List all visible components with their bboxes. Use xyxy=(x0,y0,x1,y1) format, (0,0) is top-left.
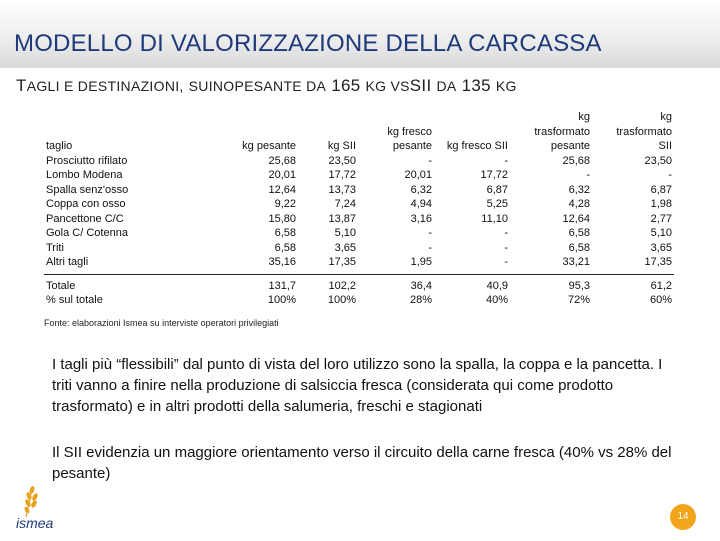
header-kg-fresco-sii: kg fresco SII xyxy=(446,140,508,152)
cell-value: 13,87 xyxy=(328,212,356,225)
cell-value: 25,68 xyxy=(562,154,590,167)
cell-value: 25,68 xyxy=(268,154,296,167)
cell-value: 33,21 xyxy=(562,256,590,268)
cell-value: - xyxy=(428,227,432,239)
cell-value: 6,58 xyxy=(274,241,296,254)
cell-value: 5,10 xyxy=(650,227,672,239)
cell-value: 1,98 xyxy=(650,198,672,210)
subtitle-part: T xyxy=(16,76,27,95)
table-row xyxy=(44,255,674,270)
cell-value: 4,94 xyxy=(410,198,432,210)
note-paragraph-2: Il SII evidenzia un maggiore orientamento verso il circuito della carne fresca (40% vs 28% del pesante) xyxy=(52,444,672,482)
header-line: pesante xyxy=(550,140,590,152)
header-line: SII xyxy=(658,140,672,152)
cell-value: 60% xyxy=(649,294,672,306)
note-paragraph-1: I tagli più “flessibili” dal punto di vista del loro utilizzo sono la spalla, la coppa e la pancetta. I triti vanno a finire nella produzione di salsiccia fresca (considerata qui come prodotto trasformato) e in altri prodotti della salumeria, freschi e stagionati xyxy=(52,356,663,415)
cell-value: 36,4 xyxy=(410,279,432,292)
header-taglio: taglio xyxy=(46,140,73,152)
cell-value: 35,16 xyxy=(268,256,296,268)
cell-value: 4,28 xyxy=(568,198,590,210)
cell-value: 6,32 xyxy=(568,183,590,196)
cell-value: 11,10 xyxy=(481,212,508,225)
cell-value: - xyxy=(428,241,432,254)
subtitle-part: SUINOPESANTE DA xyxy=(188,78,327,94)
cell-value: 40,9 xyxy=(486,279,508,292)
cell-value: 17,35 xyxy=(328,256,356,268)
cell-value: 102,2 xyxy=(328,279,356,292)
cell-value: 95,3 xyxy=(568,279,590,292)
cell-value: 100% xyxy=(267,294,296,306)
cell-value: 20,01 xyxy=(268,169,296,181)
cell-name: Pancettone C/C xyxy=(46,212,124,225)
cell-value: - xyxy=(504,154,508,167)
subtitle-part: 165 xyxy=(331,76,361,95)
table-percent-row xyxy=(44,293,674,308)
cell-value: 28% xyxy=(409,294,432,306)
cell-name: Gola C/ Cotenna xyxy=(46,227,128,239)
header-line: kg fresco xyxy=(387,125,432,138)
logo-text: ismea xyxy=(16,515,54,531)
cell-value: 7,24 xyxy=(334,198,356,210)
subtitle-part: DA xyxy=(436,78,457,94)
source-note: Fonte: elaborazioni Ismea su interviste operatori privilegiati xyxy=(44,318,279,328)
table-row xyxy=(44,168,674,183)
cell-value: 131,7 xyxy=(268,279,296,292)
cell-value: 17,72 xyxy=(480,169,508,181)
cell-name: Totale xyxy=(46,279,76,292)
cell-value: 6,58 xyxy=(568,227,590,239)
cell-value: 5,10 xyxy=(334,227,356,239)
cell-value: 9,22 xyxy=(274,198,296,210)
header-line: trasformato xyxy=(534,125,590,138)
cell-value: 3,65 xyxy=(334,241,356,254)
cell-value: 23,50 xyxy=(328,154,356,167)
header-line: pesante xyxy=(392,140,432,152)
cell-value: 100% xyxy=(327,294,356,306)
cell-name: Altri tagli xyxy=(46,256,89,268)
cell-value: - xyxy=(668,169,672,181)
cell-name: % sul totale xyxy=(46,294,103,306)
header-kg-sii: kg SII xyxy=(327,140,356,152)
cell-name: Spalla senz'osso xyxy=(46,183,129,196)
cell-name: Coppa con osso xyxy=(46,198,126,210)
cell-value: 3,65 xyxy=(650,241,672,254)
cell-value: 12,64 xyxy=(562,212,590,225)
subtitle-part: AGLI E DESTINAZIONI, xyxy=(26,78,184,94)
cell-value: 1,95 xyxy=(410,256,432,268)
table-row xyxy=(44,183,674,198)
cell-value: - xyxy=(504,227,508,239)
cell-value: 17,72 xyxy=(328,169,356,181)
subtitle xyxy=(16,76,517,96)
cell-value: 15,80 xyxy=(268,212,296,225)
header-kg-fresco-pesante xyxy=(358,110,434,154)
header-line: kg xyxy=(578,111,590,123)
cell-value: 6,58 xyxy=(274,227,296,239)
valuation-table xyxy=(44,110,674,308)
header-kg-pesante: kg pesante xyxy=(242,140,296,152)
cell-value: 72% xyxy=(567,294,590,306)
cell-value: 23,50 xyxy=(644,154,672,167)
table-header-row xyxy=(44,110,674,154)
table-total-row xyxy=(44,274,674,293)
cell-value: - xyxy=(504,256,508,268)
table-row xyxy=(44,154,674,169)
cell-name: Prosciutto rifilato xyxy=(46,154,128,167)
subtitle-part: SII xyxy=(409,76,432,95)
cell-value: 17,35 xyxy=(644,256,672,268)
cell-value: 61,2 xyxy=(650,279,672,292)
subtitle-part: 135 xyxy=(461,76,491,95)
ismea-logo xyxy=(10,484,90,536)
cell-value: 20,01 xyxy=(404,169,432,181)
table-row xyxy=(44,197,674,212)
page-number-badge: 14 xyxy=(670,504,696,530)
table-row xyxy=(44,241,674,256)
subtitle-part: KG xyxy=(495,78,517,94)
cell-value: 2,77 xyxy=(650,212,672,225)
cell-value: 3,16 xyxy=(410,212,432,225)
table-row xyxy=(44,226,674,241)
cell-value: - xyxy=(586,169,590,181)
cell-value: 13,73 xyxy=(328,183,356,196)
subtitle-part: KG VS xyxy=(365,78,410,94)
page-title: MODELLO DI VALORIZZAZIONE DELLA CARCASSA xyxy=(14,30,602,57)
cell-value: 40% xyxy=(485,294,508,306)
wheat-icon xyxy=(10,484,90,536)
cell-value: 6,87 xyxy=(650,183,672,196)
cell-value: 6,32 xyxy=(410,183,432,196)
cell-value: - xyxy=(428,154,432,167)
header-kg-trasformato-pesante xyxy=(510,110,592,154)
cell-name: Triti xyxy=(46,241,64,254)
header-line: kg xyxy=(660,111,672,123)
cell-value: - xyxy=(504,241,508,254)
cell-name: Lombo Modena xyxy=(46,169,123,181)
cell-value: 5,25 xyxy=(486,198,508,210)
table-row xyxy=(44,212,674,227)
cell-value: 6,87 xyxy=(486,183,508,196)
header-line: trasformato xyxy=(616,125,672,138)
cell-value: 6,58 xyxy=(568,241,590,254)
header-kg-trasformato-sii xyxy=(592,110,674,154)
cell-value: 12,64 xyxy=(268,183,296,196)
